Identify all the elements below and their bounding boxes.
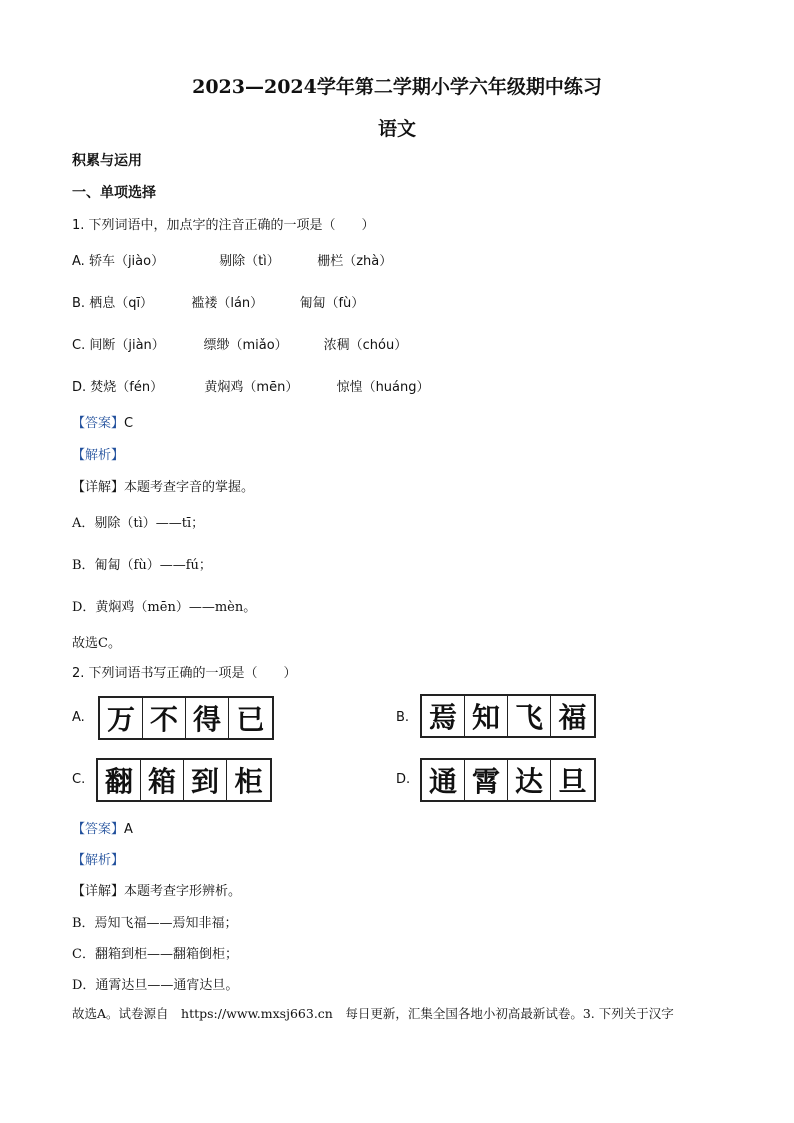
option-item: 缥缈（miǎo） (203, 338, 288, 353)
answer-value: A (124, 822, 133, 837)
q2-option-c-label: C. (72, 772, 86, 787)
q2-answer (72, 818, 133, 837)
char-cell: 知 (465, 696, 508, 736)
q1-option-c (72, 334, 407, 353)
section-heading: 积累与运用 (72, 153, 142, 169)
option-item: 褴褛（lán） (191, 296, 264, 311)
detail-text: 本题考查字形辨析。 (124, 884, 242, 899)
q1-analysis-tag: 【解析】 (72, 448, 125, 463)
subject-title: 语文 (377, 118, 416, 140)
char-cell: 福 (558, 701, 587, 734)
option-label: C. (72, 338, 90, 353)
q2-note-c: C．翻箱到柜——翻箱倒柜； (72, 947, 238, 962)
q2-note-b: B．焉知飞福——焉知非福； (72, 916, 238, 931)
option-label: D. (72, 380, 91, 395)
char-cell: 不 (143, 698, 186, 738)
q1-note-a: A．剔除（tì）——tī； (72, 516, 205, 531)
q2-stem: 2. 下列词语书写正确的一项是（ ） (72, 666, 297, 681)
q1-note-b: B．匍匐（fù）——fú； (72, 558, 212, 573)
q2-note-d: D．通霄达旦——通宵达旦。 (72, 978, 239, 993)
page-title: 2023—2024学年第二学期小学六年级期中练习 (192, 76, 602, 98)
char-cell: 万 (100, 698, 143, 738)
answer-tag: 【答案】 (72, 822, 125, 837)
option-item: 间断（jiàn） (89, 338, 165, 353)
q1-note-d: D．黄焖鸡（mēn）——mèn。 (72, 600, 257, 615)
char-cell: 通 (422, 760, 465, 800)
option-item: 轿车（jiào） (88, 254, 165, 269)
q1-option-d (72, 376, 430, 395)
q1-option-a (72, 250, 392, 269)
char-cell: 箱 (141, 760, 184, 800)
option-label: A. (72, 254, 89, 269)
q1-option-b (72, 292, 364, 311)
char-cell: 翻 (98, 760, 141, 800)
q2-detail (72, 880, 241, 899)
option-item: 匍匐（fù） (299, 296, 365, 311)
q2-analysis-tag: 【解析】 (72, 853, 125, 868)
detail-tag: 【详解】 (72, 480, 125, 495)
char-cell: 旦 (558, 765, 587, 798)
option-item: 栅栏（zhà） (317, 254, 393, 269)
char-cell: 霄 (465, 760, 508, 800)
q2-option-a-grid (98, 696, 274, 740)
q1-detail (72, 476, 254, 495)
q1-conclusion: 故选C。 (72, 636, 121, 651)
q2-option-a-label: A. (72, 710, 85, 725)
option-item: 剔除（tì） (219, 254, 280, 269)
char-cell: 得 (186, 698, 229, 738)
option-item: 惊惶（huáng） (336, 380, 430, 395)
q2-option-c-grid (96, 758, 272, 802)
option-item: 黄焖鸡（mēn） (204, 380, 299, 395)
q1-stem: 1. 下列词语中，加点字的注音正确的一项是（ ） (72, 218, 375, 233)
answer-value: C (124, 416, 134, 431)
q2-option-b-grid (420, 694, 596, 738)
q2-option-b-label: B. (396, 710, 410, 725)
detail-text: 本题考查字音的掌握。 (124, 480, 255, 495)
detail-tag: 【详解】 (72, 884, 125, 899)
char-cell: 达 (508, 760, 551, 800)
footer-line: 故选A。试卷源自 https://www.mxsj663.cn 每日更新，汇集全国各地小初高最新试卷。3. 下列关于汉字 (72, 1006, 674, 1021)
char-cell: 到 (184, 760, 227, 800)
char-cell: 飞 (508, 696, 551, 736)
char-cell: 焉 (422, 696, 465, 736)
part-heading: 一、单项选择 (72, 185, 156, 201)
char-cell: 柜 (234, 765, 263, 798)
char-cell: 已 (236, 703, 265, 736)
option-item: 焚烧（fén） (90, 380, 164, 395)
option-item: 浓稠（chóu） (323, 338, 408, 353)
option-label: B. (72, 296, 90, 311)
q1-answer (72, 412, 133, 431)
q2-option-d-label: D. (396, 772, 411, 787)
q2-option-d-grid (420, 758, 596, 802)
option-item: 栖息（qī） (89, 296, 154, 311)
answer-tag: 【答案】 (72, 416, 125, 431)
